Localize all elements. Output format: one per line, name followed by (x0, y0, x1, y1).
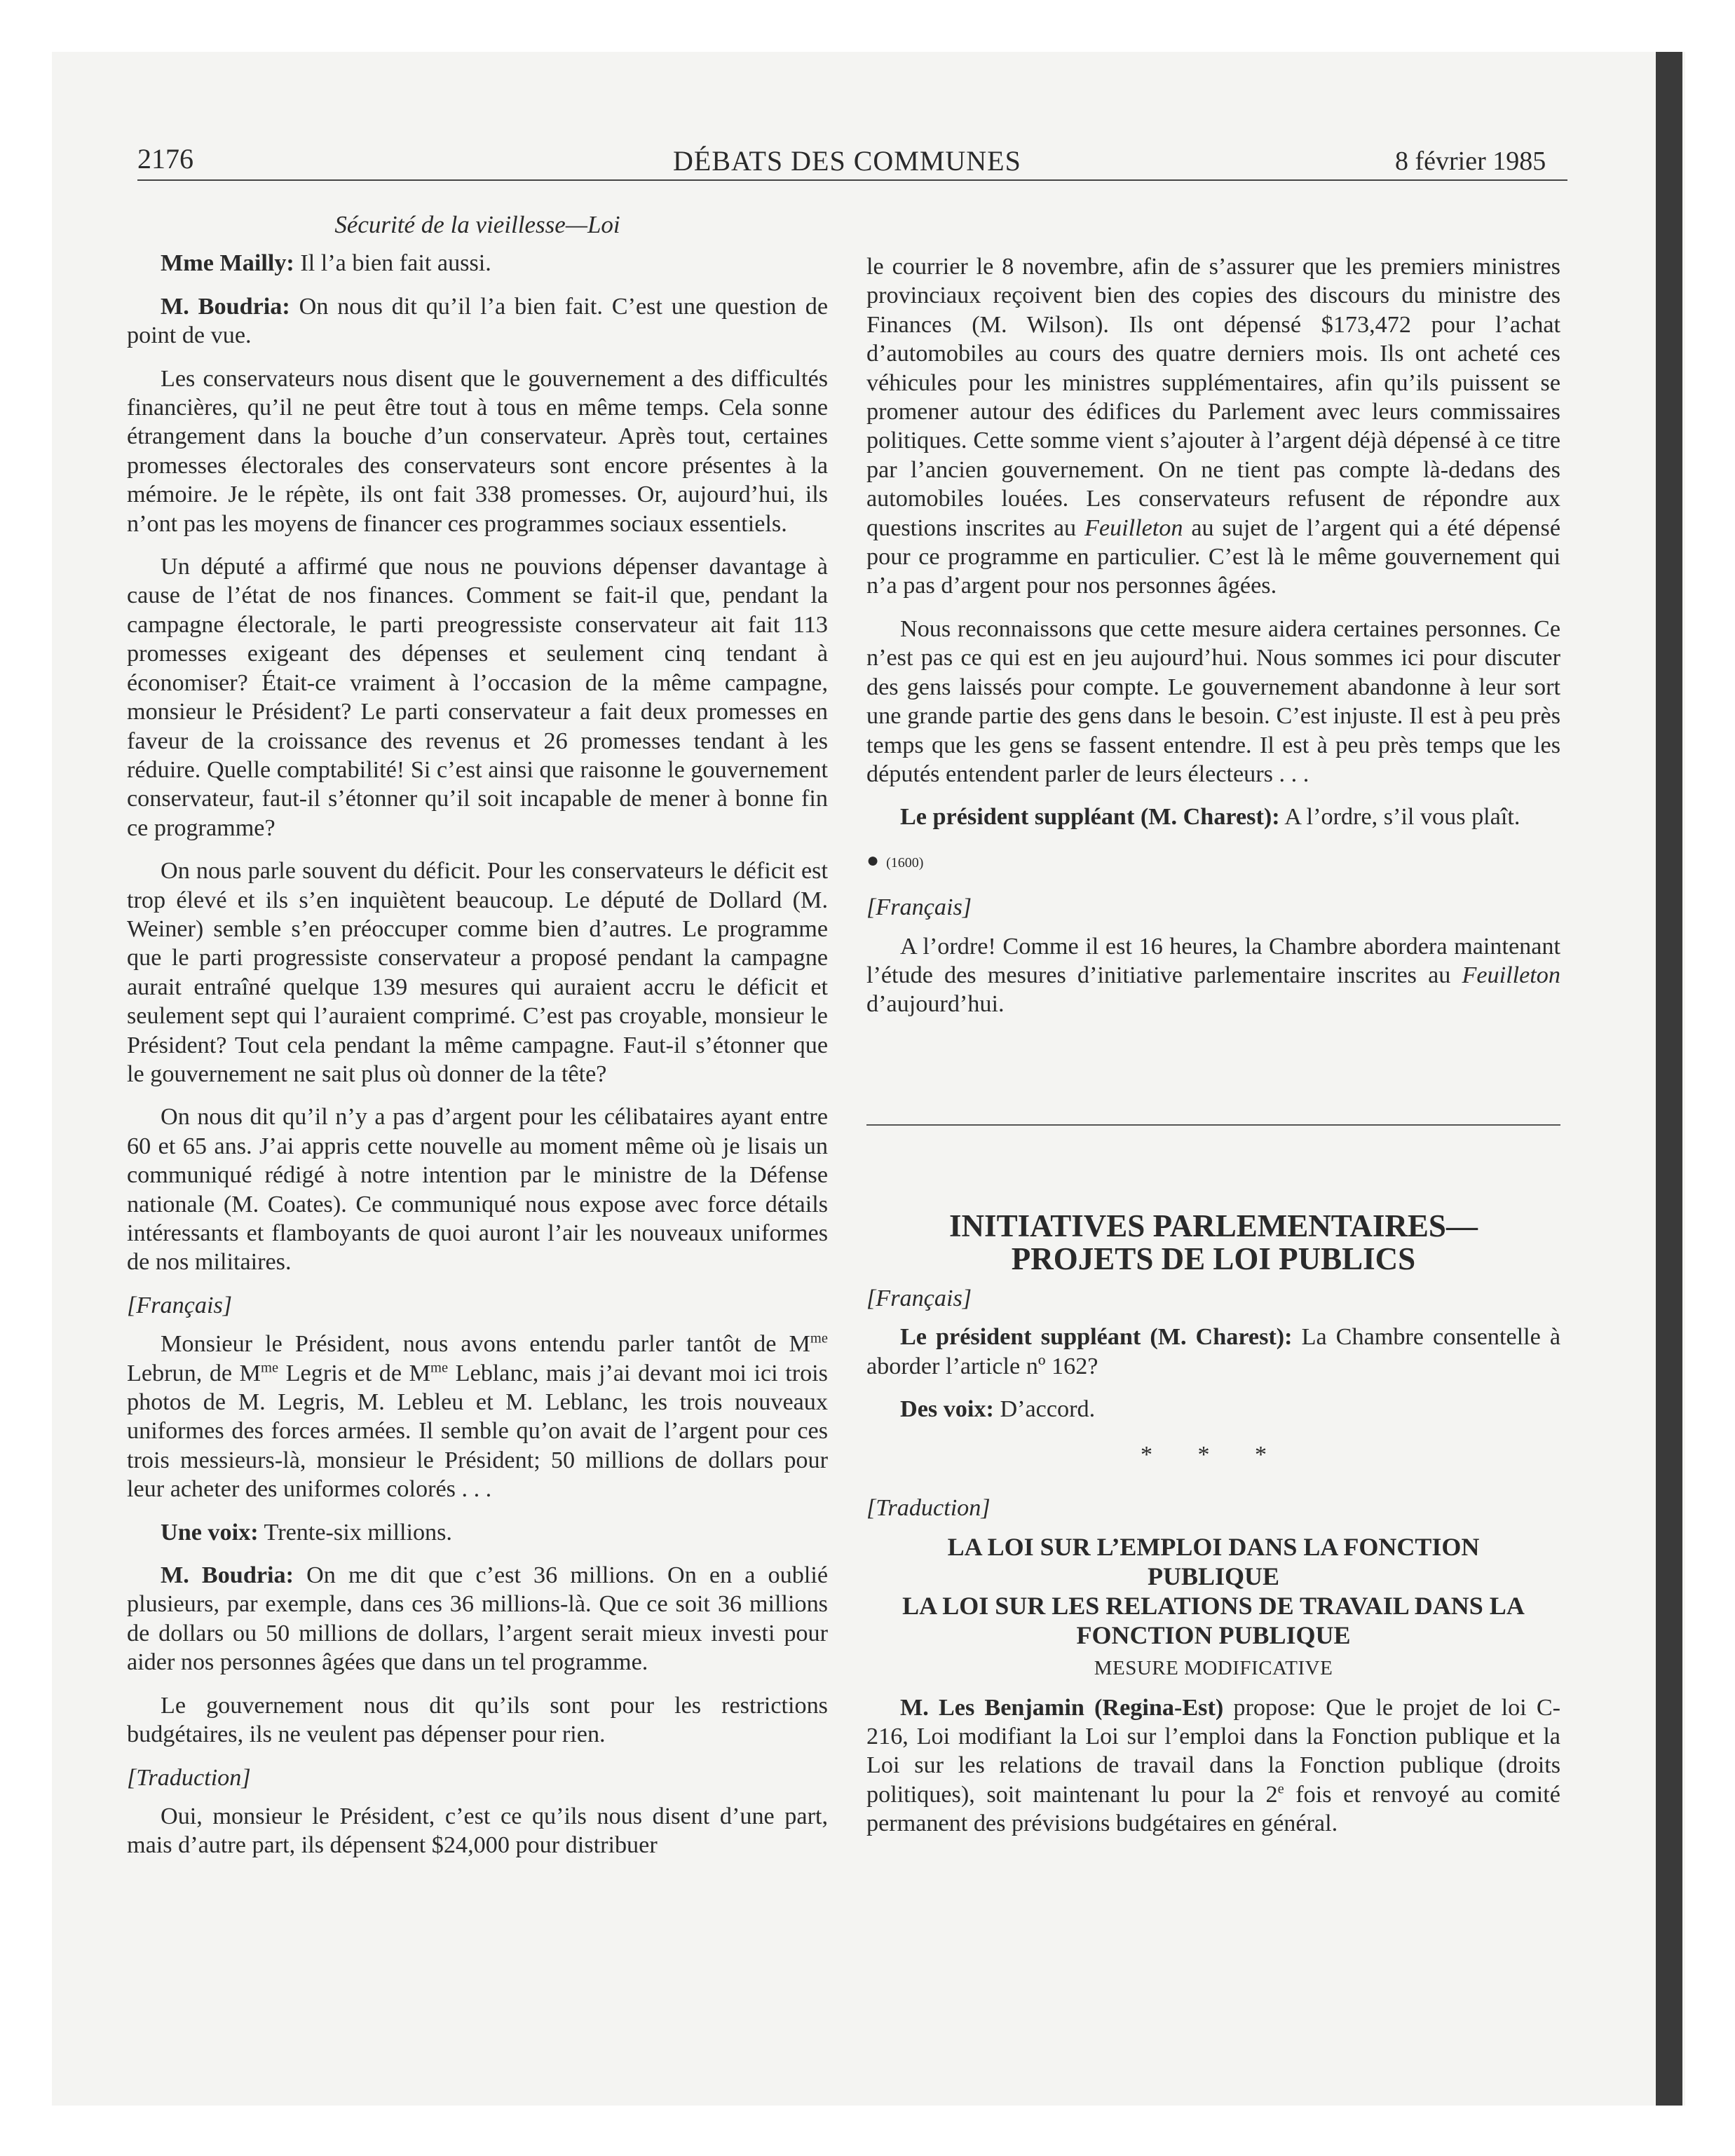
superscript: me (261, 1360, 279, 1376)
paragraph: Un député a affirmé que nous ne pouvions dépenser davantage à cause de l’état de nos finances. Comment se fait-il que, pendant la campagne électorale, le parti preogressiste conservateur ait fait 113 promesses exigeant des dépenses et seulement cinq tendant à économiser? Était-ce vraiment à l’occasion de la même campagne, monsieur le Président? Le parti conservateur a fait deux promesses en faveur de la croissance des revenus et 26 promesses tendant à les réduire. Quelle comptabilité! Si c’est ainsi que raisonne le gouvernement conservateur, faut-il s’étonner qu’il soit incapable de mener à bonne fin ce programme? (127, 554, 828, 841)
paragraph: Nous reconnaissons que cette mesure aidera certaines personnes. Ce n’est pas ce qui est en jeu aujourd’hui. Nous sommes ici pour discuter des gens laissés pour compte. Le gouvernement abandonne à leur sort une grande partie des gens dans le besoin. C’est injuste. Il est à peu près temps que les gens se fassent entendre. Il est à peu près temps que les députés entendent parler de leurs électeurs . . . (866, 615, 1560, 787)
paragraph: Oui, monsieur le Président, c’est ce qu’ils nous disent d’une part, mais d’autre part, ils dépensent $24,000 pour distribuer (127, 1803, 828, 1859)
paragraph (866, 1693, 1560, 1838)
page-number: 2176 (137, 143, 193, 175)
speaker-name: Des voix: (900, 1396, 994, 1422)
bill-heading-line: LA LOI SUR LES RELATIONS DE TRAVAIL DANS LA (902, 1592, 1525, 1621)
paragraph: Les conservateurs nous disent que le gouvernement a des difficultés financières, qu’il ne peut être tout à tous en même temps. Cela sonne étrangement dans la bouche d’un conservateur. Après tout, certaines promesses électorales des conservateurs sont encore présentes à la mémoire. Je le répète, ils ont fait 338 promesses. Or, aujourd’hui, ils n’ont pas les moyens de financer ces programmes sociaux essentiels. (127, 365, 828, 537)
section-subhead: Sécurité de la vieillesse—Loi (334, 211, 620, 238)
right-column (866, 252, 1560, 1853)
paragraph-text: A l’ordre, s’il vous plaît. (1279, 804, 1520, 831)
paragraph (127, 249, 828, 278)
section-rule (866, 1124, 1560, 1126)
superscript: me (430, 1360, 449, 1376)
paragraph-text: Lebrun, de M (127, 1360, 261, 1386)
page-title: DÉBATS DES COMMUNES (673, 145, 1021, 177)
paragraph (127, 1518, 828, 1547)
paragraph-text: au sujet de l’argent qui a été dépensé pour ce programme en particulier. C’est là le même gouvernement qui n’a pas d’argent pour nos personnes âgées. (866, 514, 1560, 599)
paragraph (866, 1323, 1560, 1381)
italic-text: Feuilleton (1462, 962, 1560, 988)
speaker-name: M. Boudria: (161, 293, 290, 320)
header-rule (137, 179, 1567, 181)
paragraph-text: D’accord. (993, 1396, 1096, 1422)
speaker-name: Mme Mailly: (161, 250, 294, 277)
paragraph-text: Leblanc, mais j’ai devant moi ici trois photos de M. Legris, M. Lebleu et M. Leblanc, les trois nouveaux uniformes des forces armées. Il semble qu’on avait de l’argent pour ces trois messieurs-là, monsieur le Président; 50 millions de dollars pour leur acheter des uniformes colorés . . . (127, 1360, 828, 1503)
paragraph-text: fois et renvoyé au comité permanent des prévisions budgétaires en général. (866, 1781, 1560, 1837)
paragraph-text: propose: Que le projet de loi C-216, Loi modifiant la Loi sur l’emploi dans la Fonction publique et la Loi sur les relations de travail dans la Fonction publique (droits politiques), soit maintenant lu pour la 2 (866, 1694, 1561, 1808)
bullet-icon: ● (866, 848, 880, 872)
time-marker (866, 846, 1560, 878)
language-tag: [Français] (866, 1285, 972, 1311)
paragraph-text: On me dit que c’est 36 millions. On en a oublié plusieurs, par exemple, dans ces 36 millions-là. Que ce soit 36 millions de dollars ou 50 millions de dollars, l’argent serait mieux investi pour aider nos personnes âgées que dans un tel programme. (127, 1562, 828, 1676)
section-heading-line: INITIATIVES PARLEMENTAIRES— (949, 1208, 1478, 1243)
paragraph: Le gouvernement nous dit qu’ils sont pour les restrictions budgétaires, ils ne veulent pas dépenser pour rien. (127, 1692, 828, 1748)
superscript: me (810, 1330, 828, 1346)
language-tag: [Traduction] (866, 1494, 991, 1521)
section-heading-line: PROJETS DE LOI PUBLICS (1011, 1241, 1416, 1276)
bill-heading-line: FONCTION PUBLIQUE (1076, 1621, 1351, 1650)
paragraph (127, 1330, 828, 1503)
paragraph (127, 1561, 828, 1677)
bill-heading-line: PUBLIQUE (1147, 1562, 1280, 1591)
paragraph-text: Il l’a bien fait aussi. (294, 250, 491, 277)
paragraph-text: On nous dit qu’il l’a bien fait. C’est une question de point de vue. (127, 293, 828, 349)
paragraph (866, 803, 1560, 831)
language-tag: [Français] (127, 1292, 233, 1318)
page-date: 8 février 1985 (1395, 146, 1546, 176)
paragraph (127, 292, 828, 350)
section-heading (866, 1210, 1560, 1276)
paragraph-text: A l’ordre! Comme il est 16 heures, la Chambre abordera maintenant l’étude des mesures d’initiative parlementaire inscrites au (866, 933, 1560, 988)
bill-subheading: MESURE MODIFICATIVE (1094, 1657, 1333, 1680)
paragraph-text: Monsieur le Président, nous avons entendu parler tantôt de M (161, 1331, 810, 1358)
paragraph-text: Trente-six millions. (258, 1519, 452, 1546)
bill-heading (866, 1532, 1560, 1650)
language-tag: [Traduction] (127, 1764, 251, 1791)
paragraph: On nous dit qu’il n’y a pas d’argent pour les célibataires ayant entre 60 et 65 ans. J’ai appris cette nouvelle au moment même où je lisais un communiqué rédigé à notre intention par le ministre de la Défense nationale (M. Coates). Ce communiqué nous expose avec force détails intéressants et flamboyants de quoi auront l’air les nouveaux uniformes de nos militaires. (127, 1104, 828, 1276)
bill-heading-line: LA LOI SUR L’EMPLOI DANS LA FONCTION (947, 1533, 1480, 1562)
scan-edge-bar (1656, 52, 1682, 2106)
paragraph: On nous parle souvent du déficit. Pour les conservateurs le déficit est trop élevé et ils s’en inquiètent beaucoup. Le député de Dollard (M. Weiner) semble s’en préoccuper comme bien d’autres. Le programme que le parti progressiste conservateur a proposé pendant la campagne aurait entraîné quelque 139 mesures qui auraient accru le déficit et seulement sept qui l’auraient comprimé. C’est pas croyable, monsieur le Président? Tout cela pendant la même campagne. Faut-il s’étonner que le gouvernement ne sait plus où donner de la tête? (127, 858, 828, 1087)
italic-text: Feuilleton (1084, 514, 1183, 541)
superscript: e (1277, 1781, 1284, 1797)
paragraph-text: d’aujourd’hui. (866, 991, 1005, 1018)
paragraph-text: le courrier le 8 novembre, afin de s’assurer que les premiers ministres provinciaux reçoivent bien des copies des discours du ministre des Finances (M. Wilson). Ils ont dépensé $173,472 pour l’achat d’automobiles au cours des quatre derniers mois. Ils ont acheté ces véhicules pour les ministres supplémentaires, afin qu’ils puissent se promener autour des édifices du Parlement avec leurs commissaires politiques. Cette somme vient s’ajouter à l’argent déjà dépensé à ce titre par l’ancien gouvernement. On ne tient pas compte là-dedans des automobiles louées. Les conservateurs refusent de répondre aux questions inscrites au (866, 254, 1560, 541)
time-marker-label: (1600) (886, 854, 924, 871)
paragraph (866, 252, 1560, 601)
speaker-name: Le président suppléant (M. Charest): (900, 804, 1280, 831)
section-divider-stars: * * * (1141, 1442, 1286, 1468)
paragraph-text: La Chambre consentelle à aborder l’article nº 162? (866, 1324, 1560, 1379)
left-column (127, 210, 828, 1874)
speaker-name: M. Boudria: (161, 1562, 294, 1589)
paragraph (866, 1395, 1560, 1424)
speaker-name: M. Les Benjamin (Regina-Est) (900, 1694, 1224, 1721)
paragraph (866, 932, 1560, 1019)
speaker-name: Une voix: (161, 1519, 259, 1546)
speaker-name: Le président suppléant (M. Charest): (900, 1324, 1293, 1351)
language-tag: [Français] (866, 894, 972, 921)
paragraph-text: Legris et de M (278, 1360, 431, 1386)
